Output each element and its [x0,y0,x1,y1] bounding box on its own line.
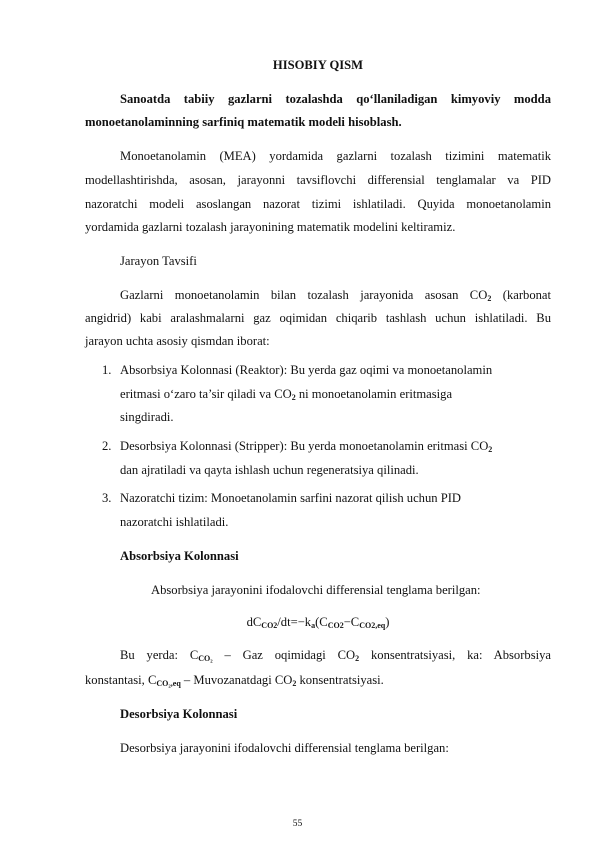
list-item-1-line-1: Absorbsiya Kolonnasi (Reaktor): Bu yerda gaz oqimi va monoetanolamin [120,363,493,377]
section-title: HISOBIY QISM [272,58,364,72]
heading-line-1: Sanoatda tabiiy gazlarni tozalashda qo‘llaniladigan kimyoviy modda [120,92,551,106]
intro-line-1: Monoetanolamin (MEA) yordamida gazlarni tozalash tizimini matematik [120,149,551,163]
page-number: 55 [292,819,303,829]
list-item-2-line-2: dan ajratiladi va qayta ishlash uchun regeneratsiya qilinadi. [120,463,419,477]
intro-line-2: modellashtirishda, asosan, jarayonni tavsiflovchi differensial tenglamalar va PID [85,173,551,187]
intro-line-3: nazoratchi modeli asoslangan nazorat tizimi ishlatiladi. Quyida monoetanolamin [85,197,551,211]
process-line-3: jarayon uchta asosiy qismdan iborat: [85,334,270,348]
list-item-1-line-3: singdiradi. [120,410,174,424]
explanation-line-1: Bu yerda: $C_{CO_2}$ – Gaz oqimidagi $CO_2$ konsentratsiyasi, ka: Absorbsiya [120,648,551,663]
desorb-heading: Desorbsiya Kolonnasi [120,707,238,721]
absorption-equation: $dC_{CO2}/dt=-k_a(C_{CO2}-C_{CO2,eq})$ [246,615,390,630]
desorb-intro: Desorbsiya jarayonini ifodalovchi differensial tenglama berilgan: [120,741,449,755]
list-number-2: 2. [102,439,112,453]
absorb-heading: Absorbsiya Kolonnasi [120,549,239,563]
list-number-3: 3. [102,491,112,505]
list-item-2-line-1: Desorbsiya Kolonnasi (Stripper): Bu yerda monoetanolamin eritmasi $CO_2$ [120,439,493,454]
process-heading: Jarayon Tavsifi [120,254,197,268]
explanation-line-2: konstantasi, $C_{CO_2,eq}$ – Muvozanatdagi $CO_2$ konsentratsiyasi. [85,673,384,688]
list-item-3-line-2: nazoratchi ishlatiladi. [120,515,229,529]
intro-line-4: yordamida gazlarni tozalash jarayonining matematik modelini keltiramiz. [85,220,456,234]
list-number-1: 1. [102,363,112,377]
heading-line-2: monoetanolaminning sarfiniq matematik modeli hisoblash. [85,115,402,129]
process-line-1: Gazlarni monoetanolamin bilan tozalash jarayonida asosan $CO_2$ (karbonat [120,288,552,303]
list-item-3-line-1: Nazoratchi tizim: Monoetanolamin sarfini nazorat qilish uchun PID [120,491,461,505]
list-item-1-line-2: eritmasi o‘zaro ta’sir qiladi va $CO_2$ ni monoetanolamin eritmasiga [120,387,453,402]
process-line-2: angidrid) kabi aralashmalarni gaz oqimidan chiqarib tashlash uchun ishlatiladi. Bu [85,311,551,325]
absorb-intro: Absorbsiya jarayonini ifodalovchi differensial tenglama berilgan: [151,583,481,597]
